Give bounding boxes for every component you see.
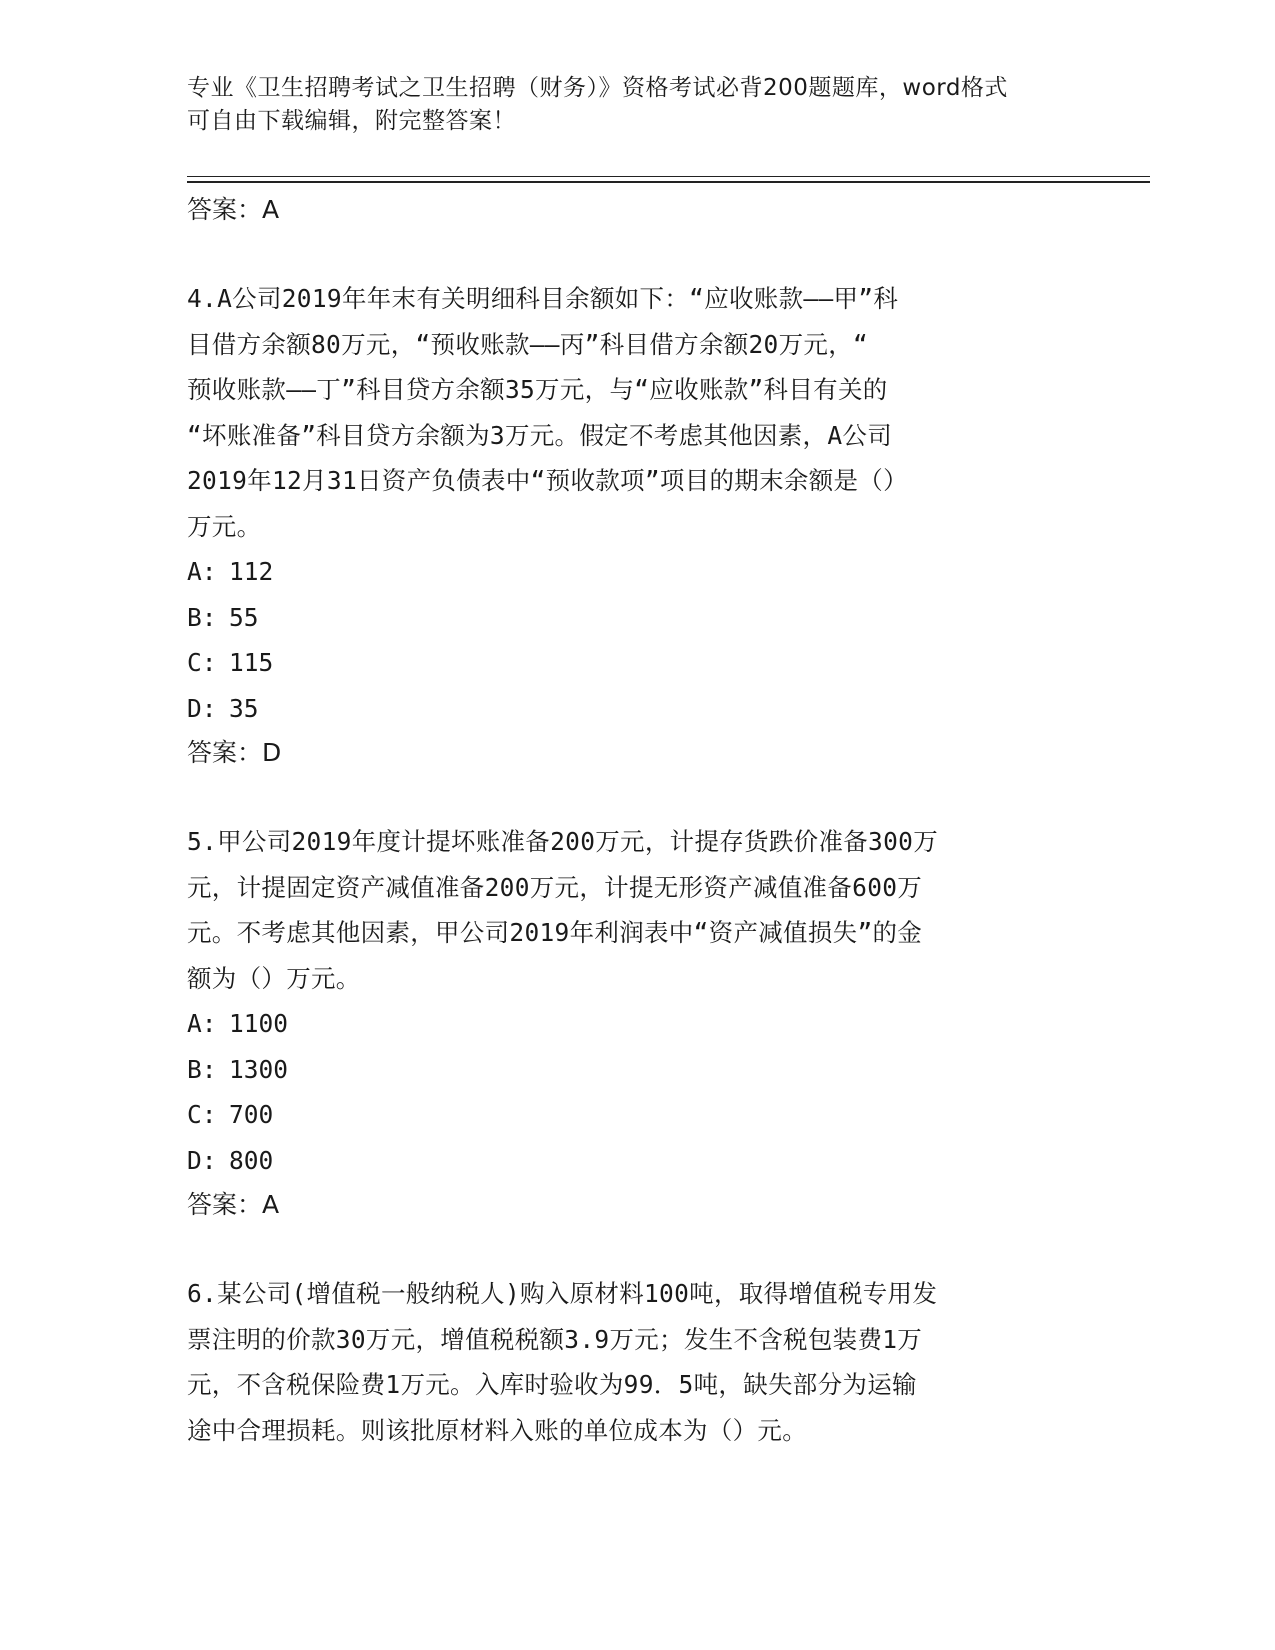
answer-line: 答案：A: [187, 1190, 280, 1219]
question-text-line: 元，计提固定资产减值准备200万元，计提无形资产减值准备600万: [187, 872, 923, 902]
question-text-line: 5.甲公司2019年度计提坏账准备200万元，计提存货跌价准备300万: [187, 827, 939, 856]
option-value: 700: [229, 1100, 274, 1129]
document-header: [187, 72, 1067, 138]
option-key: D:: [187, 1145, 217, 1175]
block-spacer: [187, 775, 1087, 819]
option-value: 115: [229, 648, 274, 677]
question-text-line: 票注明的价款30万元，增值税税额3.9万元；发生不含税包装费1万: [187, 1324, 923, 1354]
option-value: 1100: [229, 1009, 289, 1038]
header-rule-thick: [187, 181, 1150, 183]
header-line-2: 可自由下载编辑，附完整答案！: [187, 108, 516, 134]
question-text-line: 万元。: [187, 511, 262, 541]
option-key: B:: [187, 1054, 217, 1084]
option-key: C:: [187, 1100, 217, 1129]
header-line-1: 专业《卫生招聘考试之卫生招聘（财务）》资格考试必背200题题库，word格式: [187, 75, 1008, 101]
answer-option: [187, 686, 1087, 732]
question-text-line: 目借方余额80万元，“预收账款——丙”科目借方余额20万元，“: [187, 329, 869, 359]
answer-option: [187, 1001, 1087, 1047]
option-key: B:: [187, 602, 217, 632]
question-text-line: 6.某公司(增值税一般纳税人)购入原材料100吨，取得增值税专用发: [187, 1279, 938, 1308]
answer-option: [187, 595, 1087, 641]
option-key: D:: [187, 693, 217, 723]
answer-option: [187, 640, 1087, 686]
question-text-line: 途中合理损耗。则该批原材料入账的单位成本为（）元。: [187, 1415, 807, 1445]
option-value: 800: [229, 1145, 274, 1175]
question-text-line: 元。不考虑其他因素，甲公司2019年利润表中“资产减值损失”的金: [187, 918, 923, 947]
option-key: A:: [187, 1009, 217, 1038]
question-text-line: 元，不含税保险费1万元。入库时验收为99．5吨，缺失部分为运输: [187, 1370, 917, 1399]
block-spacer: [187, 1227, 1087, 1271]
answer-option: [187, 1047, 1087, 1093]
option-key: C:: [187, 648, 217, 677]
question-text-line: “坏账准备”科目贷方余额为3万元。假定不考虑其他因素，A公司: [187, 420, 892, 450]
answer-line: 答案：A: [187, 195, 280, 224]
option-value: 35: [229, 693, 259, 723]
option-value: 55: [229, 602, 259, 632]
question-text-line: 2019年12月31日资产负债表中“预收款项”项目的期末余额是（）: [187, 466, 908, 495]
option-key: A:: [187, 557, 217, 586]
answer-line: 答案：D: [187, 738, 282, 767]
question-content: [187, 188, 1087, 1453]
option-value: 1300: [229, 1054, 289, 1084]
question-text-line: 4.A公司2019年年末有关明细科目余额如下：“应收账款——甲”科: [187, 284, 899, 313]
answer-option: [187, 1138, 1087, 1184]
question-text-line: 额为（）万元。: [187, 963, 361, 993]
header-rule-thin: [187, 176, 1150, 177]
answer-option: [187, 1092, 1087, 1138]
answer-option: [187, 549, 1087, 595]
option-value: 112: [229, 557, 274, 586]
block-spacer: [187, 232, 1087, 276]
question-text-line: 预收账款——丁”科目贷方余额35万元，与“应收账款”科目有关的: [187, 375, 888, 404]
